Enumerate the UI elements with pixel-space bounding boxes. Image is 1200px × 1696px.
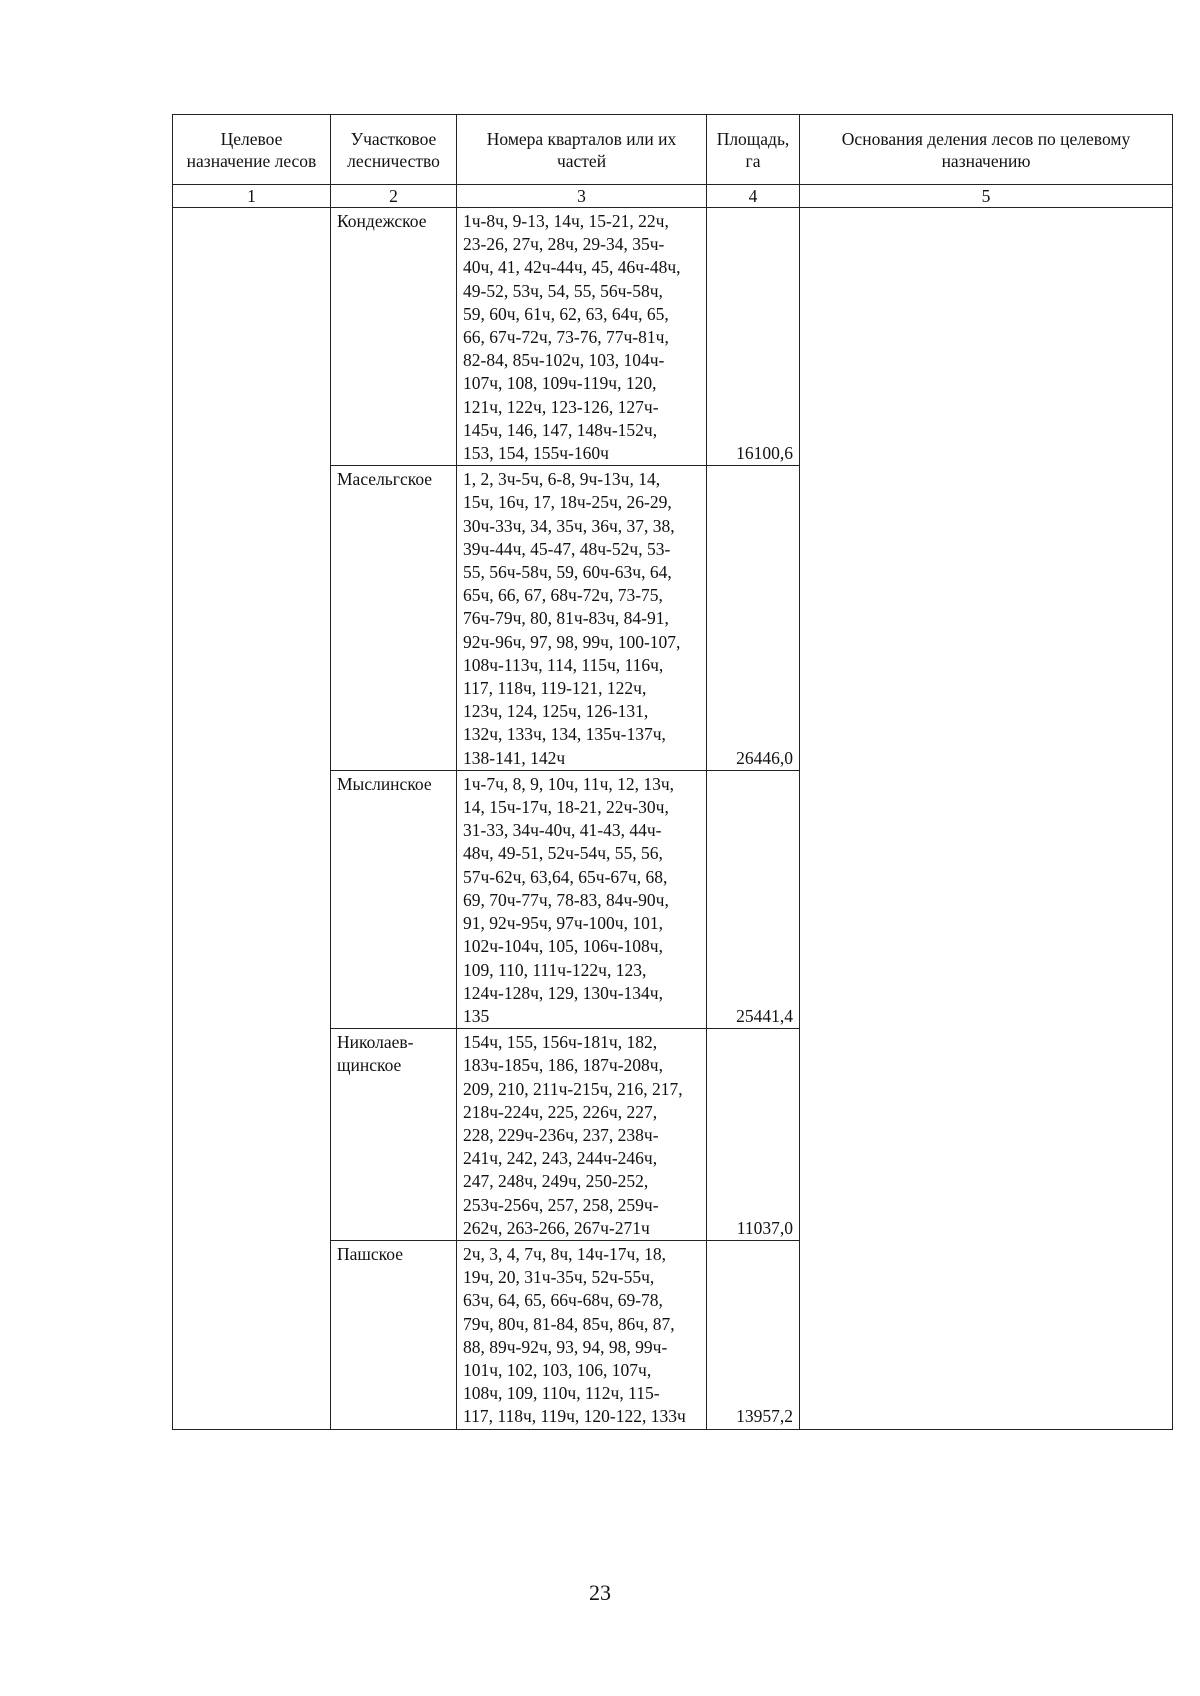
quarters-line: 262ч, 263-266, 267ч-271ч <box>463 1217 650 1238</box>
quarters-line: 123ч, 124, 125ч, 126-131, <box>463 701 649 722</box>
quarters-cell <box>457 1029 707 1241</box>
quarters-line: 15ч, 16ч, 17, 18ч-25ч, 26-29, <box>463 492 672 513</box>
quarters-line: 30ч-33ч, 34, 35ч, 36ч, 37, 38, <box>463 515 675 536</box>
quarters-line: 66, 67ч-72ч, 73-76, 77ч-81ч, <box>463 327 669 348</box>
quarters-line: 108ч, 109, 110ч, 112ч, 115- <box>463 1383 660 1404</box>
quarters-line: 102ч-104ч, 105, 106ч-108ч, <box>463 936 663 957</box>
quarters-line: 209, 210, 211ч-215ч, 216, 217, <box>463 1078 683 1099</box>
quarters-line: 253ч-256ч, 257, 258, 259ч- <box>463 1194 659 1215</box>
quarters-line: 63ч, 64, 65, 66ч-68ч, 69-78, <box>463 1290 663 1311</box>
quarters-line: 39ч-44ч, 45-47, 48ч-52ч, 53- <box>463 538 671 559</box>
column-number: 2 <box>331 185 457 208</box>
table-row <box>173 208 1173 466</box>
area-cell: 16100,6 <box>707 208 800 466</box>
quarters-line: 65ч, 66, 67, 68ч-72ч, 73-75, <box>463 585 663 606</box>
area-cell: 13957,2 <box>707 1240 800 1429</box>
header-district: Участковое лесничество <box>331 115 457 185</box>
quarters-line: 108ч-113ч, 114, 115ч, 116ч, <box>463 654 664 675</box>
column-number-row <box>173 185 1173 208</box>
quarters-line: 23-26, 27ч, 28ч, 29-34, 35ч- <box>463 234 665 255</box>
quarters-cell <box>457 770 707 1028</box>
area-cell: 11037,0 <box>707 1029 800 1241</box>
header-area: Площадь, га <box>707 115 800 185</box>
district-cell: Кондежское <box>331 208 457 466</box>
forest-division-table <box>172 114 1173 1430</box>
district-name-line: щинское <box>337 1055 402 1076</box>
quarters-line: 59, 60ч, 61ч, 62, 63, 64ч, 65, <box>463 303 669 324</box>
district-cell: Масельгское <box>331 466 457 771</box>
header-quarters: Номера кварталов или их частей <box>457 115 707 185</box>
header-basis: Основания деления лесов по целевому назначению <box>800 115 1173 185</box>
column-number: 3 <box>457 185 707 208</box>
quarters-line: 57ч-62ч, 63,64, 65ч-67ч, 68, <box>463 866 668 887</box>
quarters-line: 31-33, 34ч-40ч, 41-43, 44ч- <box>463 820 662 841</box>
quarters-line: 14, 15ч-17ч, 18-21, 22ч-30ч, <box>463 797 669 818</box>
quarters-line: 132ч, 133ч, 134, 135ч-137ч, <box>463 724 666 745</box>
table-header-row <box>173 115 1173 185</box>
quarters-line: 135 <box>463 1005 490 1026</box>
quarters-line: 241ч, 242, 243, 244ч-246ч, <box>463 1148 658 1169</box>
quarters-line: 49-52, 53ч, 54, 55, 56ч-58ч, <box>463 280 663 301</box>
table-body <box>173 208 1173 1430</box>
column-number: 4 <box>707 185 800 208</box>
district-cell <box>331 1029 457 1241</box>
basis-cell <box>800 208 1173 1430</box>
quarters-line: 145ч, 146, 147, 148ч-152ч, <box>463 419 658 440</box>
quarters-line: 91, 92ч-95ч, 97ч-100ч, 101, <box>463 913 663 934</box>
area-cell: 26446,0 <box>707 466 800 771</box>
quarters-line: 107ч, 108, 109ч-119ч, 120, <box>463 373 657 394</box>
quarters-line: 88, 89ч-92ч, 93, 94, 98, 99ч- <box>463 1336 668 1357</box>
quarters-line: 79ч, 80ч, 81-84, 85ч, 86ч, 87, <box>463 1313 675 1334</box>
quarters-line: 55, 56ч-58ч, 59, 60ч-63ч, 64, <box>463 562 672 583</box>
quarters-line: 117, 118ч, 119ч, 120-122, 133ч <box>463 1406 686 1427</box>
quarters-line: 92ч-96ч, 97, 98, 99ч, 100-107, <box>463 631 681 652</box>
quarters-line: 1ч-7ч, 8, 9, 10ч, 11ч, 12, 13ч, <box>463 773 675 794</box>
quarters-cell <box>457 466 707 771</box>
quarters-line: 82-84, 85ч-102ч, 103, 104ч- <box>463 350 665 371</box>
column-number: 1 <box>173 185 331 208</box>
quarters-line: 124ч-128ч, 129, 130ч-134ч, <box>463 982 663 1003</box>
quarters-line: 69, 70ч-77ч, 78-83, 84ч-90ч, <box>463 889 669 910</box>
header-purpose: Целевое назначение лесов <box>173 115 331 185</box>
area-cell: 25441,4 <box>707 770 800 1028</box>
quarters-line: 109, 110, 111ч-122ч, 123, <box>463 959 647 980</box>
quarters-line: 228, 229ч-236ч, 237, 238ч- <box>463 1124 659 1145</box>
quarters-cell <box>457 1240 707 1429</box>
quarters-line: 40ч, 41, 42ч-44ч, 45, 46ч-48ч, <box>463 257 681 278</box>
quarters-line: 76ч-79ч, 80, 81ч-83ч, 84-91, <box>463 608 669 629</box>
quarters-line: 153, 154, 155ч-160ч <box>463 443 609 464</box>
district-name-line: Николаев- <box>337 1032 414 1053</box>
quarters-cell <box>457 208 707 466</box>
quarters-line: 48ч, 49-51, 52ч-54ч, 55, 56, <box>463 843 663 864</box>
quarters-line: 19ч, 20, 31ч-35ч, 52ч-55ч, <box>463 1267 655 1288</box>
purpose-cell <box>173 208 331 1430</box>
quarters-line: 218ч-224ч, 225, 226ч, 227, <box>463 1101 658 1122</box>
page-number: 23 <box>589 1580 611 1605</box>
quarters-line: 2ч, 3, 4, 7ч, 8ч, 14ч-17ч, 18, <box>463 1243 666 1264</box>
quarters-line: 247, 248ч, 249ч, 250-252, <box>463 1171 649 1192</box>
district-cell: Пашское <box>331 1240 457 1429</box>
quarters-line: 154ч, 155, 156ч-181ч, 182, <box>463 1032 658 1053</box>
quarters-line: 1ч-8ч, 9-13, 14ч, 15-21, 22ч, <box>463 211 669 231</box>
quarters-line: 101ч, 102, 103, 106, 107ч, <box>463 1359 652 1380</box>
quarters-line: 117, 118ч, 119-121, 122ч, <box>463 678 647 699</box>
quarters-line: 121ч, 122ч, 123-126, 127ч- <box>463 396 659 417</box>
district-cell: Мыслинское <box>331 770 457 1028</box>
quarters-line: 1, 2, 3ч-5ч, 6-8, 9ч-13ч, 14, <box>463 469 661 490</box>
column-number: 5 <box>800 185 1173 208</box>
quarters-line: 138-141, 142ч <box>463 747 566 768</box>
quarters-line: 183ч-185ч, 186, 187ч-208ч, <box>463 1055 663 1076</box>
